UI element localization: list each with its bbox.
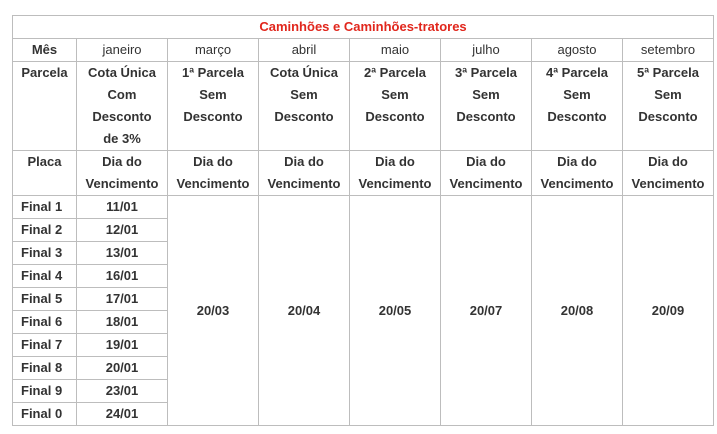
month-due-date: 20/04	[259, 196, 350, 426]
vencimento-header	[350, 151, 441, 196]
table-title: Caminhões e Caminhões-tratores	[13, 16, 714, 39]
ipva-calendar	[12, 15, 714, 426]
ipva-table	[12, 15, 714, 426]
parcela-line: 2ª Parcela	[364, 65, 426, 80]
plate-due-day: 13/01	[77, 242, 168, 265]
month-due-date: 20/09	[623, 196, 714, 426]
plate-due-day: 20/01	[77, 357, 168, 380]
plate-final: Final 3	[13, 242, 77, 265]
plate-final: Final 5	[13, 288, 77, 311]
parcela-line: Sem	[290, 87, 318, 102]
parcela-line: Desconto	[456, 109, 516, 124]
parcela-cell	[532, 62, 623, 151]
plate-final: Final 7	[13, 334, 77, 357]
vencimento-line: Dia do	[557, 154, 597, 169]
month-due-date: 20/07	[441, 196, 532, 426]
vencimento-line: Vencimento	[267, 176, 341, 191]
parcela-cell	[259, 62, 350, 151]
month-header: setembro	[623, 39, 714, 62]
vencimento-line: Dia do	[648, 154, 688, 169]
title-row	[13, 16, 714, 39]
parcela-line: 3ª Parcela	[455, 65, 517, 80]
month-due-date: 20/08	[532, 196, 623, 426]
parcela-line: Desconto	[547, 109, 607, 124]
month-header: abril	[259, 39, 350, 62]
vencimento-line: Dia do	[466, 154, 506, 169]
parcela-line: Sem	[381, 87, 409, 102]
row-label-mes: Mês	[13, 39, 77, 62]
vencimento-header	[77, 151, 168, 196]
vencimento-line: Vencimento	[540, 176, 614, 191]
parcela-line: Sem	[199, 87, 227, 102]
plate-due-day: 17/01	[77, 288, 168, 311]
parcela-cell	[441, 62, 532, 151]
plate-final: Final 9	[13, 380, 77, 403]
parcela-line: Cota Única	[88, 65, 156, 80]
plate-due-day: 19/01	[77, 334, 168, 357]
vencimento-line: Dia do	[284, 154, 324, 169]
vencimento-header	[259, 151, 350, 196]
vencimento-line: Dia do	[193, 154, 233, 169]
plate-due-day: 11/01	[77, 196, 168, 219]
plate-due-day: 23/01	[77, 380, 168, 403]
month-header: julho	[441, 39, 532, 62]
parcela-cell	[77, 62, 168, 151]
plate-final: Final 6	[13, 311, 77, 334]
placa-row	[13, 151, 714, 196]
plate-due-day: 16/01	[77, 265, 168, 288]
table-row	[13, 196, 714, 219]
parcela-cell	[350, 62, 441, 151]
month-due-date: 20/03	[168, 196, 259, 426]
vencimento-header	[441, 151, 532, 196]
parcela-line: Cota Única	[270, 65, 338, 80]
vencimento-line: Vencimento	[631, 176, 705, 191]
vencimento-header	[532, 151, 623, 196]
vencimento-header	[168, 151, 259, 196]
month-header: agosto	[532, 39, 623, 62]
plate-final: Final 0	[13, 403, 77, 426]
parcela-cell	[623, 62, 714, 151]
vencimento-header	[623, 151, 714, 196]
plate-final: Final 1	[13, 196, 77, 219]
parcela-line: Sem	[472, 87, 500, 102]
parcela-line: 5ª Parcela	[637, 65, 699, 80]
plate-due-day: 18/01	[77, 311, 168, 334]
parcela-cell	[168, 62, 259, 151]
month-header: maio	[350, 39, 441, 62]
plate-final: Final 4	[13, 265, 77, 288]
vencimento-line: Vencimento	[449, 176, 523, 191]
parcela-line: Desconto	[274, 109, 334, 124]
plate-final: Final 2	[13, 219, 77, 242]
parcela-line: Desconto	[638, 109, 698, 124]
vencimento-line: Vencimento	[85, 176, 159, 191]
month-header: janeiro	[77, 39, 168, 62]
plate-final: Final 8	[13, 357, 77, 380]
month-header: março	[168, 39, 259, 62]
row-label-placa: Placa	[13, 151, 77, 196]
vencimento-line: Dia do	[102, 154, 142, 169]
parcela-line: Com	[107, 87, 137, 102]
parcela-line: Sem	[654, 87, 682, 102]
parcela-line: Desconto	[365, 109, 425, 124]
plate-due-day: 24/01	[77, 403, 168, 426]
plate-due-day: 12/01	[77, 219, 168, 242]
vencimento-line: Vencimento	[176, 176, 250, 191]
parcela-line: 4ª Parcela	[546, 65, 608, 80]
parcela-line: 1ª Parcela	[182, 65, 244, 80]
parcela-row	[13, 62, 714, 151]
vencimento-line: Dia do	[375, 154, 415, 169]
parcela-line: Desconto	[183, 109, 243, 124]
parcela-line: Sem	[563, 87, 591, 102]
vencimento-line: Vencimento	[358, 176, 432, 191]
month-due-date: 20/05	[350, 196, 441, 426]
row-label-parcela: Parcela	[13, 62, 77, 151]
parcela-line: Desconto	[92, 109, 152, 124]
parcela-line: de 3%	[103, 131, 141, 146]
month-row	[13, 39, 714, 62]
